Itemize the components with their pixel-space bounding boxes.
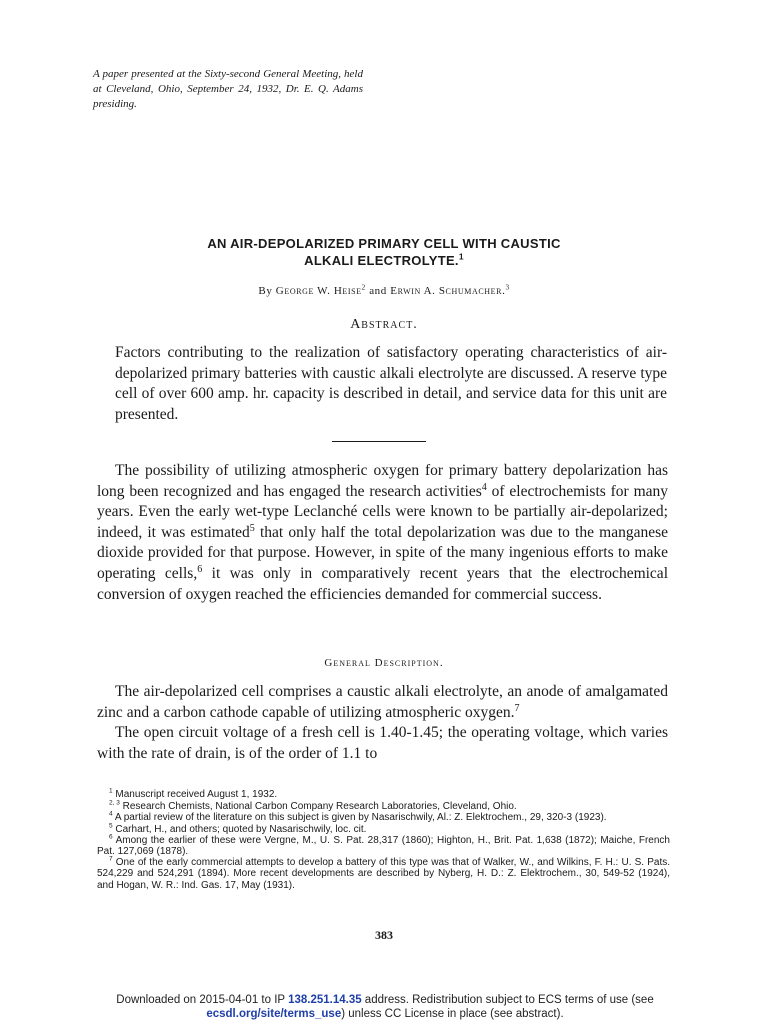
paper-title (100, 235, 668, 269)
footnote (97, 824, 670, 835)
and-word: and (369, 285, 387, 297)
section-heading: General Description. (324, 657, 444, 669)
title-footnote-mark: 1 (458, 251, 464, 262)
footnote-text: Carhart, H., and others; quoted by Nasarischwily, loc. cit. (112, 823, 367, 835)
general-paragraph-1 (97, 682, 668, 723)
footnote-text: Manuscript received August 1, 1932. (112, 789, 278, 800)
footnote (97, 857, 670, 891)
introduction (97, 461, 668, 605)
abstract-heading: Abstract. (350, 317, 418, 332)
general-paragraph-2: The open circuit voltage of a fresh cell is 1.40-1.45; the operating voltage, which varies with the rate of drain, is of the order of 1.1 to (97, 724, 668, 762)
general-text-1: The air-depolarized cell comprises a caustic alkali electrolyte, an anode of amalgamated zinc and a carbon cathode capable of utilizing atmospheric oxygen. (97, 683, 668, 721)
footnote-mark: 4 (109, 811, 113, 819)
intro-paragraph (97, 461, 668, 605)
footnote-mark: 1 (109, 787, 113, 795)
footnote (97, 812, 670, 823)
presentation-note: A paper presented at the Sixty-second General Meeting, held at Cleveland, Ohio, September 24, 1932, Dr. E. Q. Adams presiding. (93, 68, 363, 110)
intro-text-3: that only half the total depolarization was due to the manganese dioxide provided for that purpose. However, in spite of the many ingenious efforts to make operating cells, (97, 523, 668, 582)
footnote-mark-5: 5 (249, 522, 255, 534)
footnote (97, 801, 670, 812)
footnote-text: One of the early commercial attempts to develop a battery of this type was that of Walker, W., and Wilkins, F. H.: U. S. Pats. 524,229 and 524,291 (1894). More recent developments are described by Nyberg, H. D.: Z. Elektrochem., 30, 549-52 (1924), and Hogan, W. R.: Ind. Gas. 17, May (1931). (97, 857, 670, 891)
section-divider (332, 441, 426, 442)
author-1: George W. Heise (275, 285, 362, 297)
author-2: Erwin A. Schumacher. (390, 285, 506, 297)
footnote-mark-7: 7 (514, 702, 520, 714)
intro-text-1: The possibility of utilizing atmospheric oxygen for primary battery depolarization has long been recognized and has engaged the research activities (97, 462, 668, 500)
title-line-2: ALKALI ELECTROLYTE. (304, 253, 459, 268)
footnote-mark: 2, 3 (109, 799, 120, 807)
by-word: By (258, 285, 273, 297)
page-number: 383 (375, 928, 393, 942)
footnote-mark: 5 (109, 822, 113, 830)
title-line-1: AN AIR-DEPOLARIZED PRIMARY CELL WITH CAUSTIC (207, 236, 561, 251)
footnote-mark: 7 (109, 855, 113, 863)
footnotes (97, 789, 670, 891)
author-line (100, 285, 668, 297)
abstract-text: Factors contributing to the realization of satisfactory operating characteristics of air-depolarized primary batteries with caustic alkali electrolyte are discussed. A reserve type cell of over 600 amp. hr. capacity is described in detail, and service data for this unit are presented. (115, 344, 667, 423)
footnote-text: Among the earlier of these were Vergne, M., U. S. Pat. 28,317 (1860); Highton, H., Brit. Pat. 1,638 (1872); Maiche, French Pat. 127,069 (1878). (97, 834, 670, 858)
footnote (97, 789, 670, 800)
author-1-footnote-mark: 2 (361, 283, 366, 292)
footnote-mark-6: 6 (197, 563, 203, 575)
general-description (97, 682, 668, 764)
intro-text-4: it was only in comparatively recent years that the electrochemical conversion of oxygen reached the efficiencies demanded for commercial success. (97, 564, 668, 603)
footnote-mark: 6 (109, 833, 113, 841)
download-suffix: ) unless CC License in place (see abstract). (341, 1008, 564, 1020)
download-notice (60, 993, 710, 1021)
terms-of-use-link[interactable]: ecsdl.org/site/terms_use (206, 1008, 342, 1020)
author-2-footnote-mark: 3 (505, 283, 510, 292)
footnote-text: A partial review of the literature on this subject is given by Nasarischwily, Al.: Z. Elektrochem., 29, 320-3 (1923). (112, 812, 607, 824)
footnote-mark-4: 4 (481, 481, 487, 493)
footnote-text: Research Chemists, National Carbon Company Research Laboratories, Cleveland, Ohio. (119, 801, 517, 813)
footnote (97, 835, 670, 857)
intro-text-2: of electrochemists for many years. Even the early wet-type Leclanché cells were known to be partially air-depolarized; indeed, it was estimated (97, 482, 669, 541)
ip-address-link[interactable]: 138.251.14.35 (288, 994, 362, 1006)
download-prefix: Downloaded on 2015-04-01 to IP (116, 994, 289, 1006)
download-middle: address. Redistribution subject to ECS terms of use (see (361, 994, 654, 1006)
